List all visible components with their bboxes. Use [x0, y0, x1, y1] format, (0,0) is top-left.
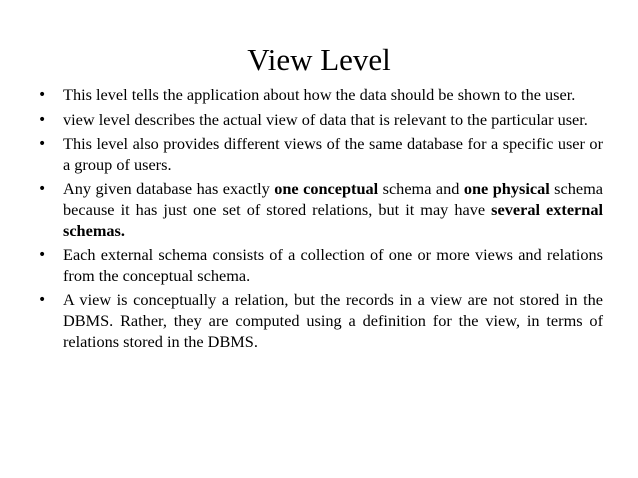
- slide-title: View Level: [247, 42, 391, 77]
- text-segment: schema because it has just one set of stored relations, but it may have: [63, 179, 604, 219]
- bullet-marker: •: [38, 136, 47, 153]
- text-segment: schema and: [378, 179, 464, 199]
- bullet-marker: •: [38, 87, 47, 103]
- bullet-item: [38, 290, 603, 352]
- bullet-item: [38, 85, 603, 106]
- text-segment: Any given database has exactly: [63, 179, 275, 199]
- bullet-marker: •: [38, 292, 47, 309]
- bold-text: several external schemas.: [63, 199, 604, 240]
- bullet-item: [38, 245, 603, 286]
- bullet-text: This level also provides different views of the same database for a specific user or a group of users.: [63, 134, 603, 174]
- bullet-item: [38, 134, 603, 175]
- bullet-marker: •: [38, 111, 47, 128]
- bullet-marker: •: [38, 181, 47, 198]
- bullet-list: [38, 85, 603, 356]
- bullet-text: A view is conceptually a relation, but the records in a view are not stored in the DBMS. Rather, they are computed using a definition for the view, in terms of relations stored in the DBMS.: [63, 290, 603, 351]
- bullet-text: view level describes the actual view of data that is relevant to the particular user.: [63, 109, 588, 129]
- bold-text: one conceptual: [274, 179, 379, 199]
- bullet-item: [38, 179, 603, 241]
- bullet-item: [38, 110, 603, 131]
- bullet-marker: •: [38, 247, 47, 264]
- bullet-text: This level tells the application about how the data should be shown to the user.: [63, 85, 576, 104]
- bold-text: one physical: [463, 179, 550, 199]
- bullet-text: Each external schema consists of a collection of one or more views and relations from the conceptual schema.: [63, 245, 603, 285]
- bullet-text: [63, 179, 603, 239]
